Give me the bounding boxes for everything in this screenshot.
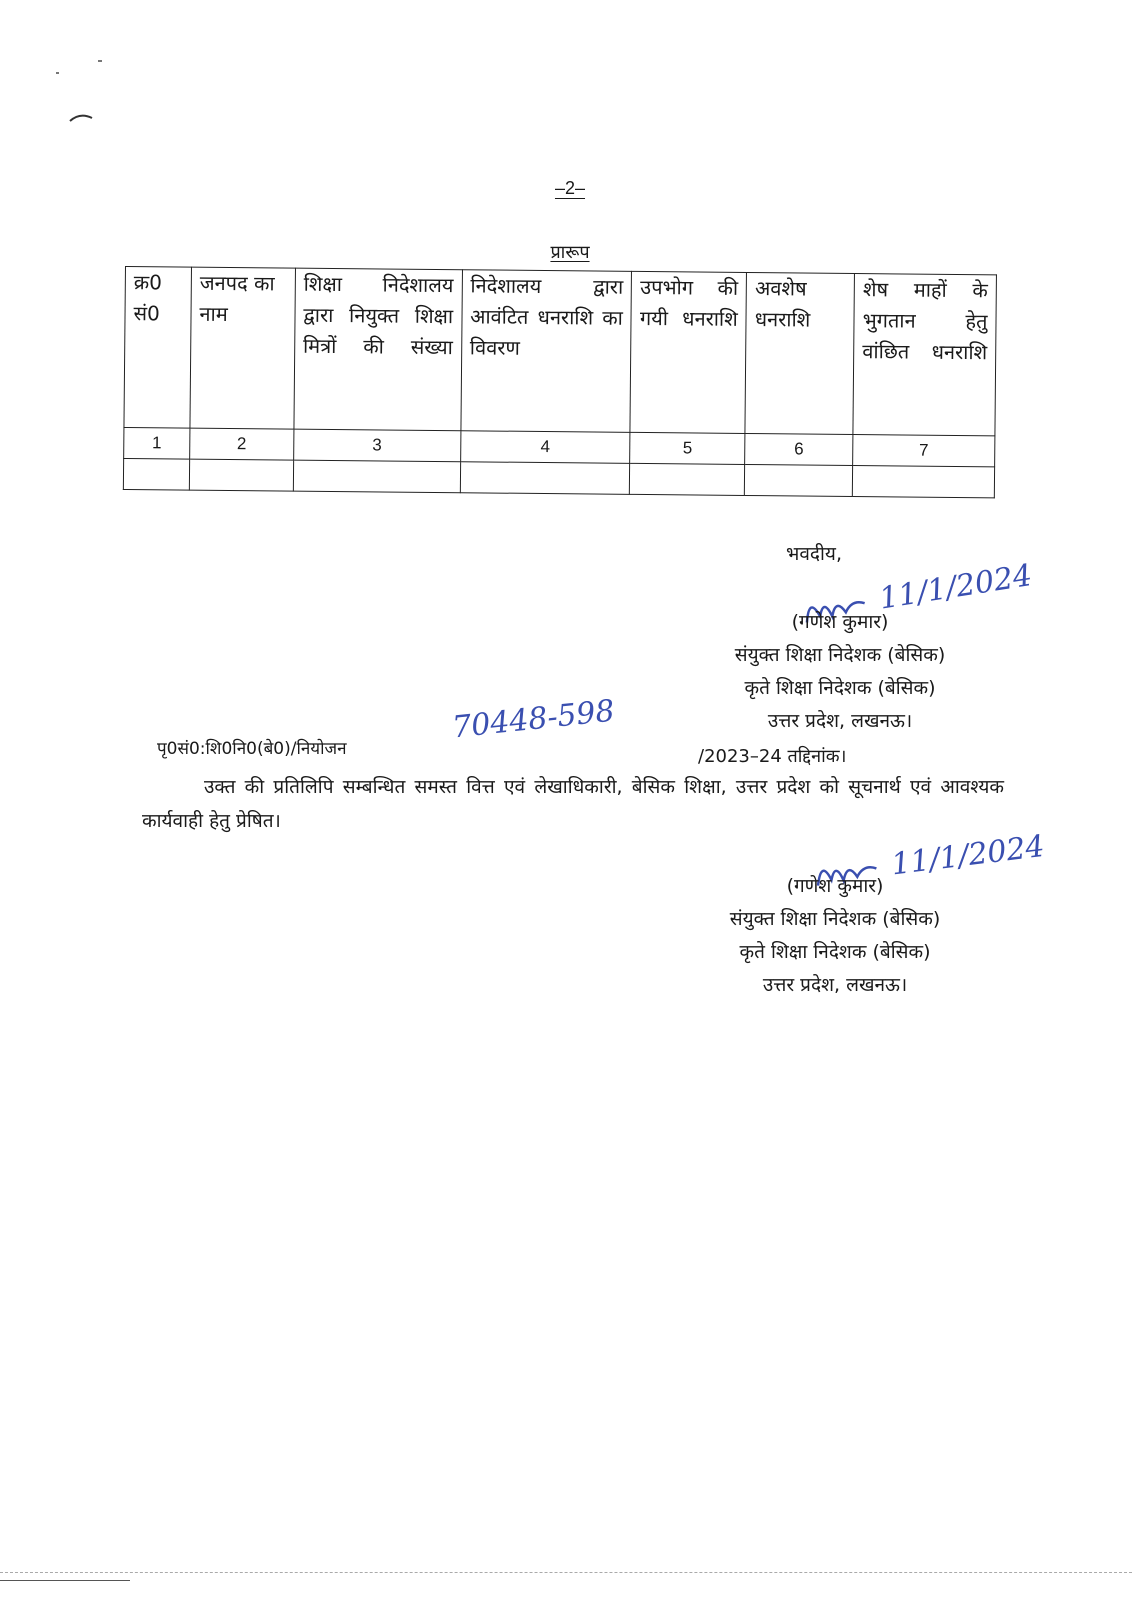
blank-cell: [852, 465, 994, 497]
blank-cell: [293, 460, 460, 493]
column-number: 5: [630, 432, 745, 464]
scan-edge-line: [0, 1580, 130, 1581]
scan-mark: [66, 110, 96, 124]
blank-cell: [123, 458, 189, 490]
signature-block-1: [680, 606, 1000, 738]
handwritten-date: 11/1/2024: [889, 828, 1047, 883]
blank-cell: [745, 464, 853, 496]
reference-prefix: पृ0सं0:शि0नि0(बे0)/नियोजन: [157, 739, 347, 759]
table-heading: प्रारूप: [550, 242, 590, 263]
table-header-cell: जनपद का नाम: [190, 267, 295, 429]
table-header-cell: शिक्षा निदेशालय द्वारा नियुक्त शिक्षा मित्रों की संख्या: [294, 268, 462, 431]
table-header-cell: निदेशालय द्वारा आवंटित धनराशि का विवरण: [461, 270, 632, 433]
signatory-on-behalf: कृते शिक्षा निदेशक (बेसिक): [739, 941, 931, 963]
closing-salutation: भवदीय,: [786, 543, 842, 565]
column-number: 3: [293, 429, 460, 462]
column-number: 6: [745, 433, 853, 465]
signatory-name: (गणेश कुमार): [791, 611, 889, 633]
endorsement-text: [142, 770, 1004, 838]
signature-block-2: [675, 870, 995, 1002]
column-number: 2: [190, 428, 294, 460]
scan-speck: [98, 60, 102, 62]
signatory-on-behalf: कृते शिक्षा निदेशक (बेसिक): [744, 677, 936, 699]
page-number: –2–: [554, 178, 586, 198]
scan-speck: [56, 72, 59, 74]
handwritten-reference-number: 70448-598: [450, 693, 617, 746]
column-number: 1: [124, 427, 190, 459]
table-header-cell: शेष माहों के भुगतान हेतु वांछित धनराशि: [853, 274, 996, 436]
scan-edge: [0, 1572, 1132, 1575]
table-header-cell: अवशेष धनराशि: [745, 272, 854, 434]
signatory-designation: संयुक्त शिक्षा निदेशक (बेसिक): [734, 644, 946, 666]
column-number: 4: [460, 431, 630, 464]
blank-cell: [630, 463, 745, 495]
signatory-location: उत्तर प्रदेश, लखनऊ।: [762, 974, 908, 996]
blank-cell: [189, 459, 293, 491]
table-header-row: [124, 267, 997, 436]
handwritten-date: 11/1/2024: [877, 557, 1035, 617]
blank-cell: [460, 462, 630, 495]
column-number: 7: [853, 434, 995, 466]
signatory-designation: संयुक्त शिक्षा निदेशक (बेसिक): [729, 908, 941, 930]
reference-suffix: /2023–24 तद्दिनांक।: [698, 746, 847, 767]
proforma-table: [123, 266, 997, 498]
table-header-cell: क्र0 सं0: [124, 267, 191, 429]
endorsement-body: उक्त की प्रतिलिपि सम्बन्धित समस्त वित्त एवं लेखाधिकारी, बेसिक शिक्षा, उत्तर प्रदेश को सूचनार्थ एवं आवश्यक कार्यवाही हेतु प्रेषित।: [142, 776, 1004, 832]
signatory-name: (गणेश कुमार): [786, 875, 884, 897]
signatory-location: उत्तर प्रदेश, लखनऊ।: [767, 710, 913, 732]
table-header-cell: उपभोग की गयी धनराशि: [630, 271, 746, 433]
